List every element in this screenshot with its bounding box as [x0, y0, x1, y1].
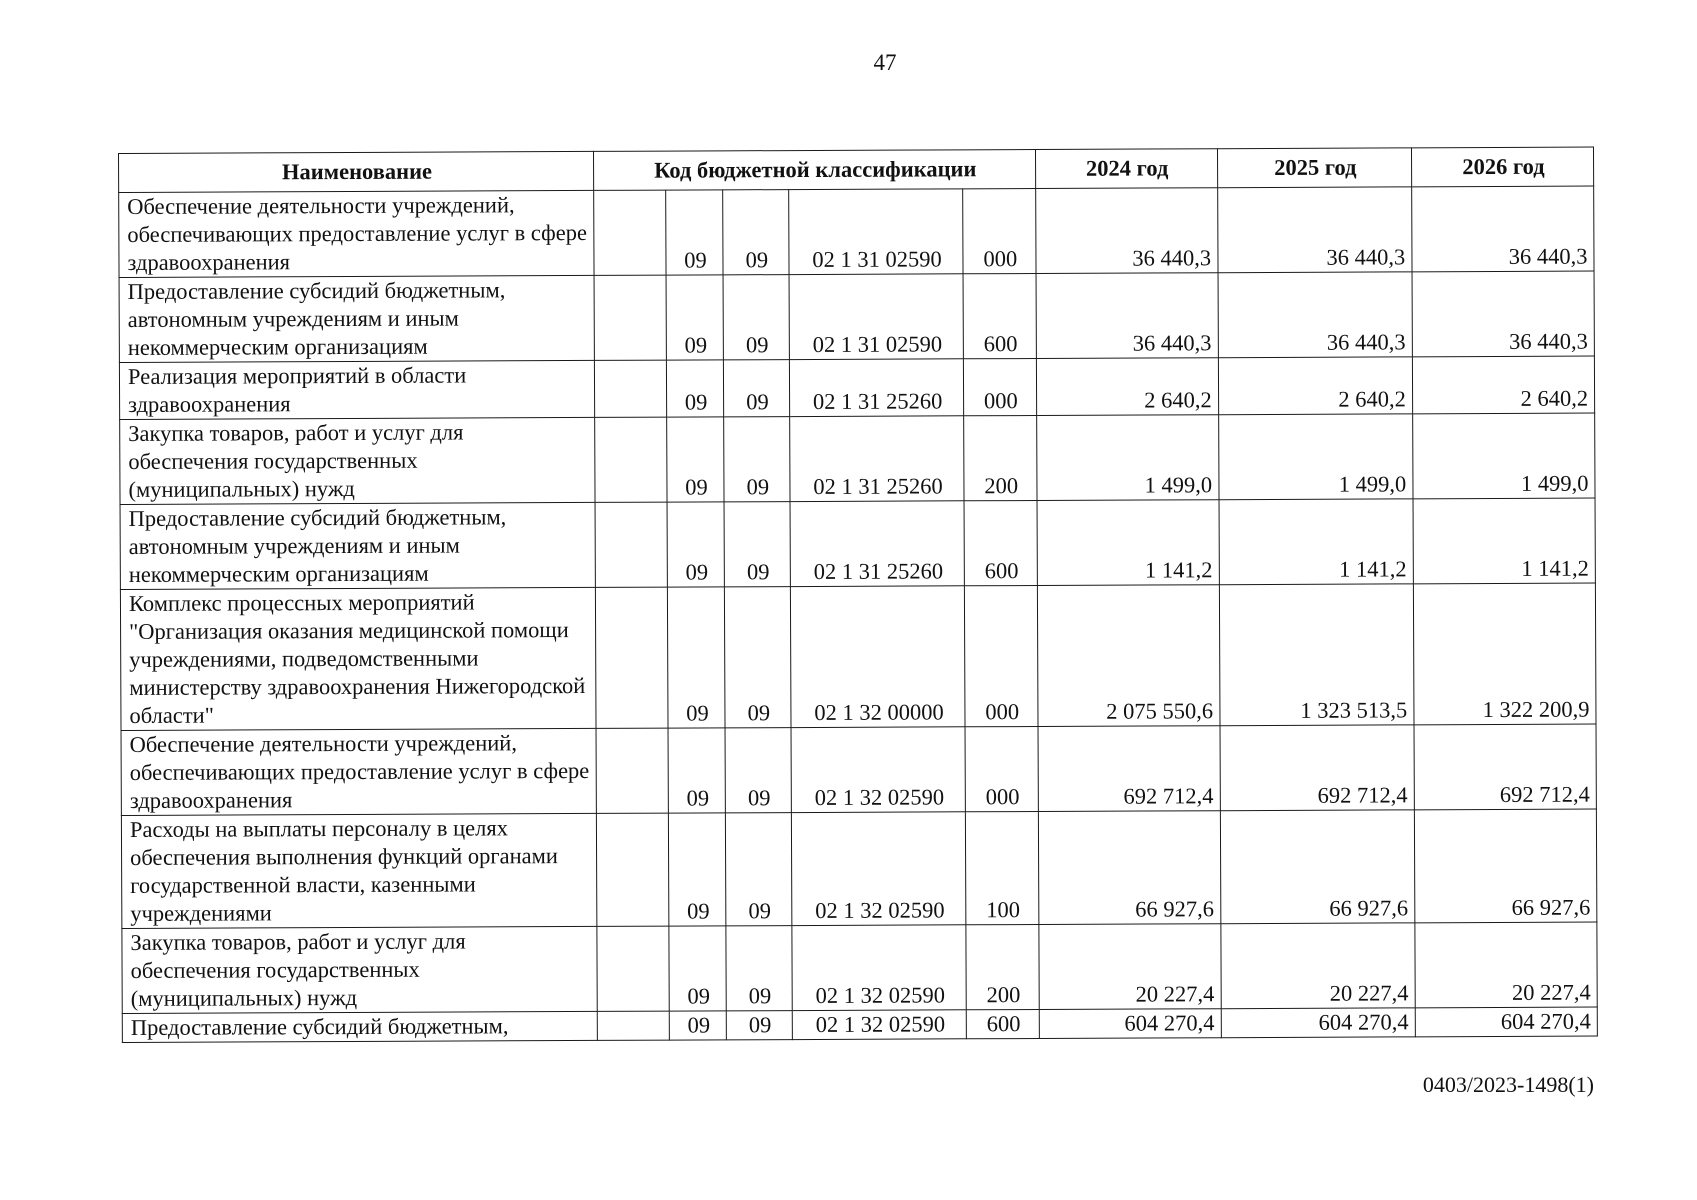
- row-code-1: 09: [669, 813, 726, 926]
- row-value-2024: 604 270,4: [1039, 1009, 1221, 1039]
- row-blank-cell: [595, 587, 668, 728]
- table-row: [120, 413, 1595, 504]
- row-blank-cell: [594, 360, 667, 417]
- row-code-4: 000: [964, 585, 1037, 726]
- row-code-1: 09: [666, 190, 723, 275]
- row-name: Обеспечение деятельности учреждений, обеспечивающих предоставление услуг в сфере здравоохранения: [119, 190, 594, 277]
- document-code: 0403/2023-1498(1): [1422, 1072, 1594, 1097]
- row-value-2025: 1 141,2: [1219, 499, 1414, 585]
- row-value-2025: 66 927,6: [1220, 810, 1415, 924]
- row-code-4: 200: [964, 415, 1037, 500]
- row-name: Реализация мероприятий в области здравоохранения: [119, 360, 594, 419]
- table-row: [120, 583, 1596, 730]
- row-blank-cell: [595, 502, 668, 587]
- row-code-3: 02 1 31 25260: [790, 501, 964, 587]
- row-value-2025: 36 440,3: [1217, 187, 1412, 273]
- row-code-3: 02 1 32 00000: [790, 586, 965, 728]
- row-code-1: 09: [668, 728, 725, 813]
- row-code-4: 000: [965, 726, 1038, 811]
- row-value-2025: 604 270,4: [1221, 1008, 1415, 1038]
- row-value-2024: 1 499,0: [1036, 415, 1218, 501]
- row-value-2025: 2 640,2: [1218, 357, 1412, 415]
- row-blank-cell: [594, 275, 667, 360]
- header-2025: 2025 год: [1217, 148, 1411, 188]
- row-name: Предоставление субсидий бюджетным, автономным учреждениям и иным некоммерческим организациям: [120, 502, 595, 589]
- row-code-2: 09: [723, 275, 790, 360]
- row-code-4: 000: [963, 188, 1036, 273]
- row-code-4: 200: [966, 924, 1039, 1009]
- row-name: Расходы на выплаты персоналу в целях обеспечения выполнения функций органами государственной власти, казенными учреждениями: [121, 813, 596, 928]
- row-code-3: 02 1 31 25260: [790, 416, 964, 502]
- row-code-4: 600: [964, 500, 1037, 585]
- row-code-3: 02 1 31 25260: [789, 359, 963, 417]
- row-code-1: 09: [666, 275, 723, 360]
- row-value-2026: 1 141,2: [1413, 498, 1596, 584]
- row-value-2025: 1 499,0: [1218, 414, 1413, 500]
- table-row: [119, 271, 1594, 362]
- row-value-2024: 2 640,2: [1036, 358, 1218, 416]
- row-value-2026: 20 227,4: [1415, 922, 1598, 1008]
- row-name: Закупка товаров, работ и услуг для обеспечения государственных (муниципальных) нужд: [120, 417, 595, 504]
- budget-table: [118, 147, 1598, 1043]
- row-name: Комплекс процессных мероприятий "Организация оказания медицинской помощи учреждениями, подведомственными министерству здравоохранения Нижегородской области": [120, 587, 596, 730]
- row-code-2: 09: [725, 728, 792, 813]
- row-blank-cell: [597, 1011, 670, 1040]
- row-blank-cell: [594, 190, 667, 275]
- row-code-2: 09: [722, 190, 789, 275]
- table-header-row: [119, 147, 1594, 192]
- row-code-3: 02 1 32 02590: [792, 1010, 966, 1040]
- row-code-1: 09: [667, 360, 724, 417]
- row-code-3: 02 1 32 02590: [791, 812, 966, 926]
- page-number: 47: [873, 50, 897, 75]
- row-value-2024: 2 075 550,6: [1037, 585, 1220, 727]
- row-value-2024: 692 712,4: [1038, 726, 1220, 812]
- row-value-2026: 1 322 200,9: [1413, 583, 1596, 725]
- header-2024: 2024 год: [1035, 149, 1217, 189]
- row-code-1: 09: [670, 1011, 726, 1040]
- table-row: [119, 186, 1594, 277]
- row-blank-cell: [597, 926, 670, 1011]
- row-value-2024: 36 440,3: [1036, 273, 1218, 359]
- row-code-2: 09: [726, 1011, 793, 1040]
- row-value-2024: 66 927,6: [1038, 811, 1221, 925]
- table-row: [121, 809, 1596, 928]
- row-code-1: 09: [668, 587, 725, 728]
- row-name: Предоставление субсидий бюджетным, автономным учреждениям и иным некоммерческим организациям: [119, 275, 594, 362]
- row-value-2026: 2 640,2: [1412, 356, 1594, 414]
- row-code-2: 09: [723, 360, 790, 417]
- row-code-2: 09: [725, 813, 792, 926]
- row-code-2: 09: [724, 502, 791, 587]
- table-row: [119, 356, 1594, 419]
- table-row: [121, 724, 1596, 815]
- row-value-2026: 36 440,3: [1412, 271, 1595, 357]
- row-value-2026: 66 927,6: [1414, 809, 1597, 923]
- row-value-2025: 692 712,4: [1220, 725, 1415, 811]
- row-code-4: 600: [966, 1009, 1039, 1038]
- row-code-2: 09: [723, 417, 790, 502]
- row-blank-cell: [596, 813, 669, 926]
- row-value-2026: 1 499,0: [1412, 413, 1595, 499]
- row-code-1: 09: [667, 417, 724, 502]
- row-value-2026: 604 270,4: [1415, 1007, 1597, 1037]
- row-value-2025: 20 227,4: [1221, 923, 1416, 1009]
- row-code-4: 100: [965, 811, 1038, 924]
- row-value-2026: 692 712,4: [1414, 724, 1597, 810]
- header-2026: 2026 год: [1411, 147, 1593, 187]
- row-name: Обеспечение деятельности учреждений, обеспечивающих предоставление услуг в сфере здравоохранения: [121, 728, 596, 815]
- header-code: Код бюджетной классификации: [593, 149, 1035, 190]
- row-value-2025: 1 323 513,5: [1219, 584, 1414, 726]
- row-code-2: 09: [724, 587, 791, 728]
- row-name: Закупка товаров, работ и услуг для обеспечения государственных (муниципальных) нужд: [122, 926, 597, 1013]
- row-code-3: 02 1 32 02590: [792, 925, 966, 1011]
- row-value-2024: 36 440,3: [1035, 188, 1217, 274]
- row-value-2024: 1 141,2: [1037, 500, 1219, 586]
- row-code-2: 09: [726, 926, 793, 1011]
- header-name: Наименование: [119, 151, 594, 192]
- row-blank-cell: [595, 417, 668, 502]
- row-value-2024: 20 227,4: [1038, 924, 1220, 1010]
- table-row: [122, 1007, 1597, 1042]
- row-code-1: 09: [667, 502, 724, 587]
- table-row: [120, 498, 1595, 589]
- table-row: [122, 922, 1597, 1013]
- row-code-1: 09: [669, 926, 726, 1011]
- row-code-3: 02 1 32 02590: [791, 727, 965, 813]
- row-code-3: 02 1 31 02590: [789, 189, 963, 275]
- row-code-4: 600: [963, 273, 1036, 358]
- row-blank-cell: [596, 728, 669, 813]
- row-name: Предоставление субсидий бюджетным,: [122, 1011, 597, 1042]
- row-code-3: 02 1 31 02590: [789, 274, 963, 360]
- row-code-4: 000: [963, 358, 1036, 415]
- row-value-2025: 36 440,3: [1218, 272, 1413, 358]
- row-value-2026: 36 440,3: [1411, 186, 1594, 272]
